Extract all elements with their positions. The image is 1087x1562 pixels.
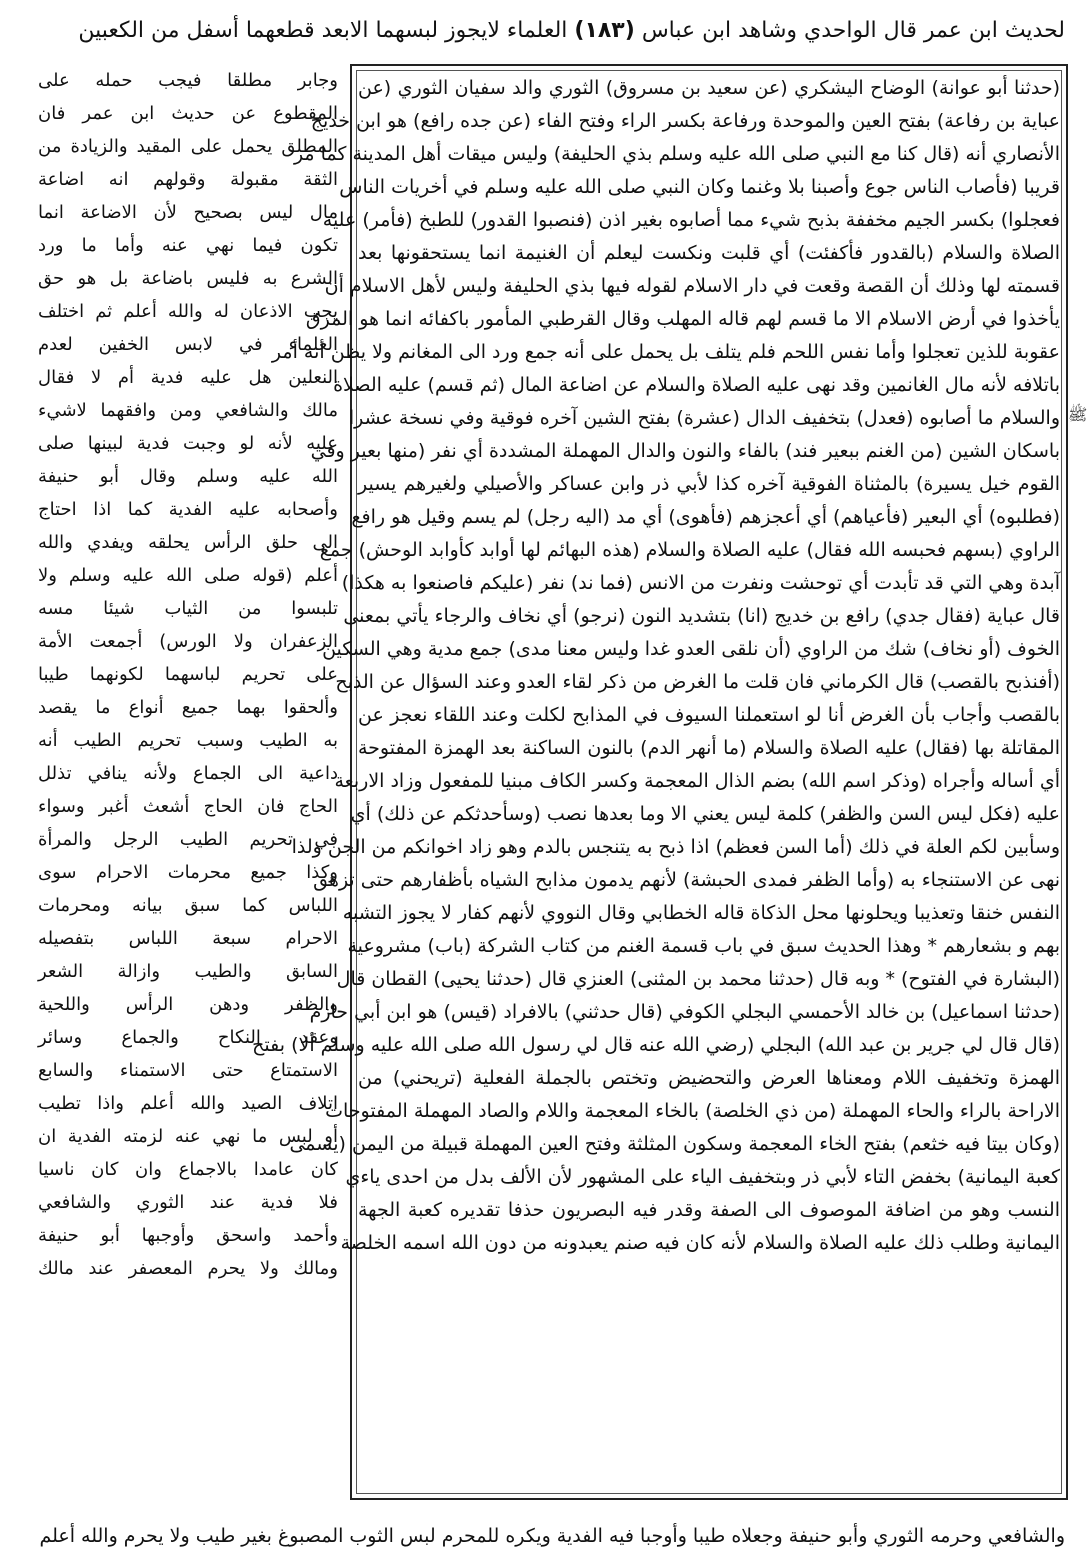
margin-text-line: وألحقوا بهما جميع أنواع ما يقصد <box>38 697 338 718</box>
margin-text-line: كان عامدا بالاجماع وان كان ناسيا <box>38 1159 338 1180</box>
margin-mark: ﷺ <box>1068 405 1087 424</box>
main-text-line: عقوبة للذين تعجلوا وأما نفس اللحم فلم يتلف بل يحمل على أنه جمع ورد الى المغانم ولا يظن أنه أمر <box>271 341 1060 363</box>
main-text-line: فعجلوا) بكسر الجيم مخففة بذبح شيء مما أصابوه بغير اذن (فنصبوا القدور) للطبخ (فأمر) عليه <box>322 209 1060 231</box>
main-text-line: قريبا (فأصاب الناس جوع وأصبنا بلا وغنما وكان النبي صلى الله عليه وسلم في أخريات الناس <box>339 176 1060 198</box>
main-text-line: (حدثنا أبو عوانة) الوضاح اليشكري (عن سعيد بن مسروق) الثوري والد سفيان الثوري (عن <box>358 77 1060 99</box>
main-text-line: (فطلبوه) أي البعير (فأعياهم) أي أعجزهم (فأهوى) أي مد (اليه رجل) لم يسم وقيل هو رافع <box>351 506 1060 528</box>
margin-text-line: الثقة مقبولة وقولهم انه اضاعة <box>38 169 338 190</box>
main-text-line: المقاتلة بها (فقال) عليه الصلاة والسلام (ما أنهر الدم) بالنون الساكنة بعد الهمزة المفتوحة <box>358 737 1060 759</box>
main-text-line: (حدثنا اسماعيل) بن خالد الأحمسي البجلي الكوفي (قال حدثني) بالافراد (قيس) هو ابن أبي حازم <box>309 1001 1060 1023</box>
margin-text-line: والظفر ودهن الرأس واللحية <box>38 994 338 1015</box>
main-text-line: قال عباية (فقال جدي) رافع بن خديج (انا) بتشديد النون (نرجو) أي نخاف والرجاء يأتي بمعنى <box>343 605 1060 627</box>
main-text-line: الخوف (أو نخاف) شك من الراوي (أن نلقى العدو غدا وليس معنا مدى) جمع مدية وهي السكين <box>322 638 1060 660</box>
margin-text-line: داعية الى الجماع ولأنه ينافي تذلل <box>38 763 338 784</box>
margin-text-line: يجب الاذعان له والله أعلم ثم اختلف <box>38 301 338 322</box>
margin-text-line: اتلاف الصيد والله أعلم واذا تطيب <box>38 1093 338 1114</box>
main-text-line: اليمانية وطلب ذلك عليه الصلاة والسلام لأنه كان فيه صنم يعبدونه من دون الله اسمه الخلصة <box>340 1232 1060 1254</box>
main-text-line: الهمزة وتخفيف اللام ومعناها العرض والتحضيض وتختص بالجملة الفعلية (تريحني) من <box>358 1067 1060 1089</box>
margin-text-line: النعلين هل عليه فدية أم لا فقال <box>38 367 338 388</box>
main-text-line: الأنصاري أنه (قال كنا مع النبي صلى الله عليه وسلم بذي الحليفة) وليس ميقات أهل المدينة كما مر <box>293 143 1060 165</box>
margin-text-line: اللباس كما سبق بيانه ومحرمات <box>38 895 338 916</box>
page-number: (١٨٣) <box>574 18 635 43</box>
margin-text-line: فلا فدية عند الثوري والشافعي <box>38 1192 338 1213</box>
margin-text-line: ومالك ولا يحرم المعصفر عند مالك <box>38 1258 338 1279</box>
margin-text-line: الشرع به فليس باضاعة بل هو حق <box>38 268 338 289</box>
margin-text-line: مالك والشافعي ومن وافقهما لاشيء <box>38 400 338 421</box>
main-text-line: (البشارة في الفتوح) * وبه قال (حدثنا محمد بن المثنى) العنزي قال (حدثنا يحيى) القطان قال <box>336 968 1060 990</box>
margin-text-line: عليه لأنه لو وجبت فدية لبينها صلى <box>38 433 338 454</box>
main-text-line: (قال قال لي جرير بن عبد الله) البجلي (رضي الله عنه قال لي رسول الله صلى الله عليه وسلم ألا) بفتح <box>252 1034 1060 1056</box>
margin-text-line: مال ليس بصحيح لأن الاضاعة انما <box>38 202 338 223</box>
main-text-line: (أفنذبح بالقصب) قال الكرماني فان قلت ما الغرض من ذكر لقاء العدو وعند السؤال عن الذبح <box>335 671 1060 693</box>
margin-text-line: الاستمتاع حتى الاستمناء والسابع <box>38 1060 338 1081</box>
main-text-line: كعبة اليمانية) بخفض التاء لأبي ذر وبتخفيف الياء على المشهور لأن الألف بدل من احدى ياءي <box>345 1166 1060 1188</box>
main-text-line: الاراحة بالراء والحاء المهملة (من ذي الخلصة) بالخاء المعجمة واللام والصاد المهملة المفتوحات <box>325 1100 1060 1122</box>
margin-text-line: أو لبس ما نهي عنه لزمته الفدية ان <box>38 1126 338 1147</box>
margin-text-line: العلماء في لابس الخفين لعدم <box>38 334 338 355</box>
main-text-line: النسب وهو من اضافة الموصوف الى الصفة وقدر فيه البصريون حذفا تقديره كعبة الجهة <box>358 1199 1060 1221</box>
margin-text-line: المطلق يحمل على المقيد والزيادة من <box>38 136 338 157</box>
main-text-line: نهى عن الاستنجاء به (وأما الظفر فمدى الحبشة) لأنهم يدمون مذابح الشياه بأظفارهم حتى تزهق <box>313 869 1060 891</box>
margin-text-line: على تحريم لباسهما لكونهما طيبا <box>38 664 338 685</box>
margin-text-line: تلبسوا من الثياب شيئا مسه <box>38 598 338 619</box>
main-text-line: (وكان بيتا فيه خثعم) بفتح الخاء المعجمة وسكون المثلثة وفتح العين المهملة قبيلة من اليمن (يسمى <box>289 1133 1060 1155</box>
margin-text-line: وجابر مطلقا فيجب حمله على <box>38 70 338 91</box>
margin-text-line: وعقد النكاح والجماع وسائر <box>38 1027 338 1048</box>
main-text-line: آبدة وهي التي قد تأبدت أي توحشت ونفرت من الانس (فما ند) نفر (عليكم فاصنعوا به هكذا) <box>341 572 1060 594</box>
header-right-text: لحديث ابن عمر قال الواحدي وشاهد ابن عباس <box>641 18 1065 43</box>
main-text-line: الراوي (بسهم فحبسه الله فقال) عليه الصلاة والسلام (هذه البهائم لها أوابد كأوابد الوحش) جمع <box>319 539 1060 561</box>
main-text-line: أي أساله وأجراه (وذكر اسم الله) بضم الذال المعجمة وكسر الكاف مبنيا للمفعول وزاد الاربعة <box>334 770 1060 792</box>
margin-text-line: الاحرام سبعة اللباس بتفصيله <box>38 928 338 949</box>
main-text-line: يأخذوا في أرض الاسلام الا ما قسم لهم قاله المهلب وقال القرطبي المأمور باكفائه انما هو المرق <box>305 308 1060 330</box>
margin-text-line: وكذا جميع محرمات الاحرام سوى <box>38 862 338 883</box>
margin-commentary-column <box>38 64 338 1500</box>
margin-text-line: الى حلق الرأس يحلقه ويفدي والله <box>38 532 338 553</box>
main-text-line: عباية بن رفاعة) بفتح العين والموحدة ورفاعة بكسر الراء وفتح الفاء (عن جده رافع) هو ابن خديج <box>310 110 1060 132</box>
margin-text-line: الحاج فان الحاج أشعث أغبر وسواء <box>38 796 338 817</box>
main-text-line: بهم و بشعارهم * وهذا الحديث سبق في باب قسمة الغنم من كتاب الشركة (باب) مشروعية <box>347 935 1060 957</box>
margin-text-line: الزعفران ولا الورس) أجمعت الأمة <box>38 631 338 652</box>
main-commentary-column <box>252 72 1060 1492</box>
margin-text-line: تكون فيما نهي عنه وأما ما ورد <box>38 235 338 256</box>
margin-text-line: في تحريم الطيب الرجل والمرأة <box>38 829 338 850</box>
margin-text-line: السابق والطيب وازالة الشعر <box>38 961 338 982</box>
page-footer-line: والشافعي وحرمه الثوري وأبو حنيفة وجعلاه طيبا وأوجبا فيه الفدية ويكره للمحرم لبس الثوب المصبوغ بغير طيب ولا يحرم والله أعلم <box>39 1525 1065 1547</box>
margin-text-line: وأحمد واسحق وأوجبها أبو حنيفة <box>38 1225 338 1246</box>
main-text-line: والسلام ما أصابوه (فعدل) بتخفيف الدال (عشرة) بفتح الشين آخره فوقية وفي نسخة عشرا <box>348 407 1060 429</box>
main-text-line: باسكان الشين (من الغنم ببعير فند) بالفاء والنون والدال المهملة المشددة أي نفر (منها بعير وفي <box>310 440 1060 462</box>
main-text-line: وسأبين لكم العلة في ذلك (أما السن فعظم) اذا ذبح به يتنجس بالدم وهو زاد اخوانكم من الجن ولذا <box>291 836 1060 858</box>
main-text-line: باتلافه لأنه مال الغانمين وقد نهى عليه الصلاة والسلام عن اضاعة المال (ثم قسم) عليه الصلاة <box>333 374 1060 396</box>
main-text-line: النفس خنقا وتعذيبا ويحلونها محل الذكاة قاله الخطابي وقال النووي لأنهم كفار لا يجوز التشبه <box>342 902 1060 924</box>
main-text-line: القوم خيل يسيرة) بالمثناة الفوقية آخره كذا لأبي ذر وابن عساكر والأصيلي ولغيرهم يسير <box>358 473 1060 495</box>
main-text-line: الصلاة والسلام (بالقدور فأكفئت) أي قلبت ونكست ليعلم أن الغنيمة انما يستحقونها بعد <box>358 242 1060 264</box>
header-left-text: العلماء لايجوز لبسهما الابعد قطعهما أسفل من الكعبين <box>78 18 568 43</box>
margin-text-line: به الطيب وسبب تحريم الطيب أنه <box>38 730 338 751</box>
margin-text-line: أعلم (قوله صلى الله عليه وسلم ولا <box>38 565 338 586</box>
main-text-line: عليه (فكل ليس السن والظفر) كلمة ليس يعني الا وما بعدها نصب (وسأحدثكم عن ذلك) أي <box>350 803 1060 825</box>
main-text-line: قسمته لها وذلك أن القصة وقعت في دار الاسلام لقوله فيها بذي الحليفة وليس لأهل الاسلام أن <box>324 275 1060 297</box>
main-text-line: بالقصب وأجاب بأن الغرض أنا لو استعملنا السيوف في المذابح لكلت وعند اللقاء نعجز عن <box>358 704 1060 726</box>
margin-text-line: الله عليه وسلم وقال أبو حنيفة <box>38 466 338 487</box>
margin-text-line: وأصحابه عليه الفدية كما اذا احتاج <box>38 499 338 520</box>
page-header <box>60 8 1065 54</box>
margin-text-line: المقطوع عن حديث ابن عمر فان <box>38 103 338 124</box>
